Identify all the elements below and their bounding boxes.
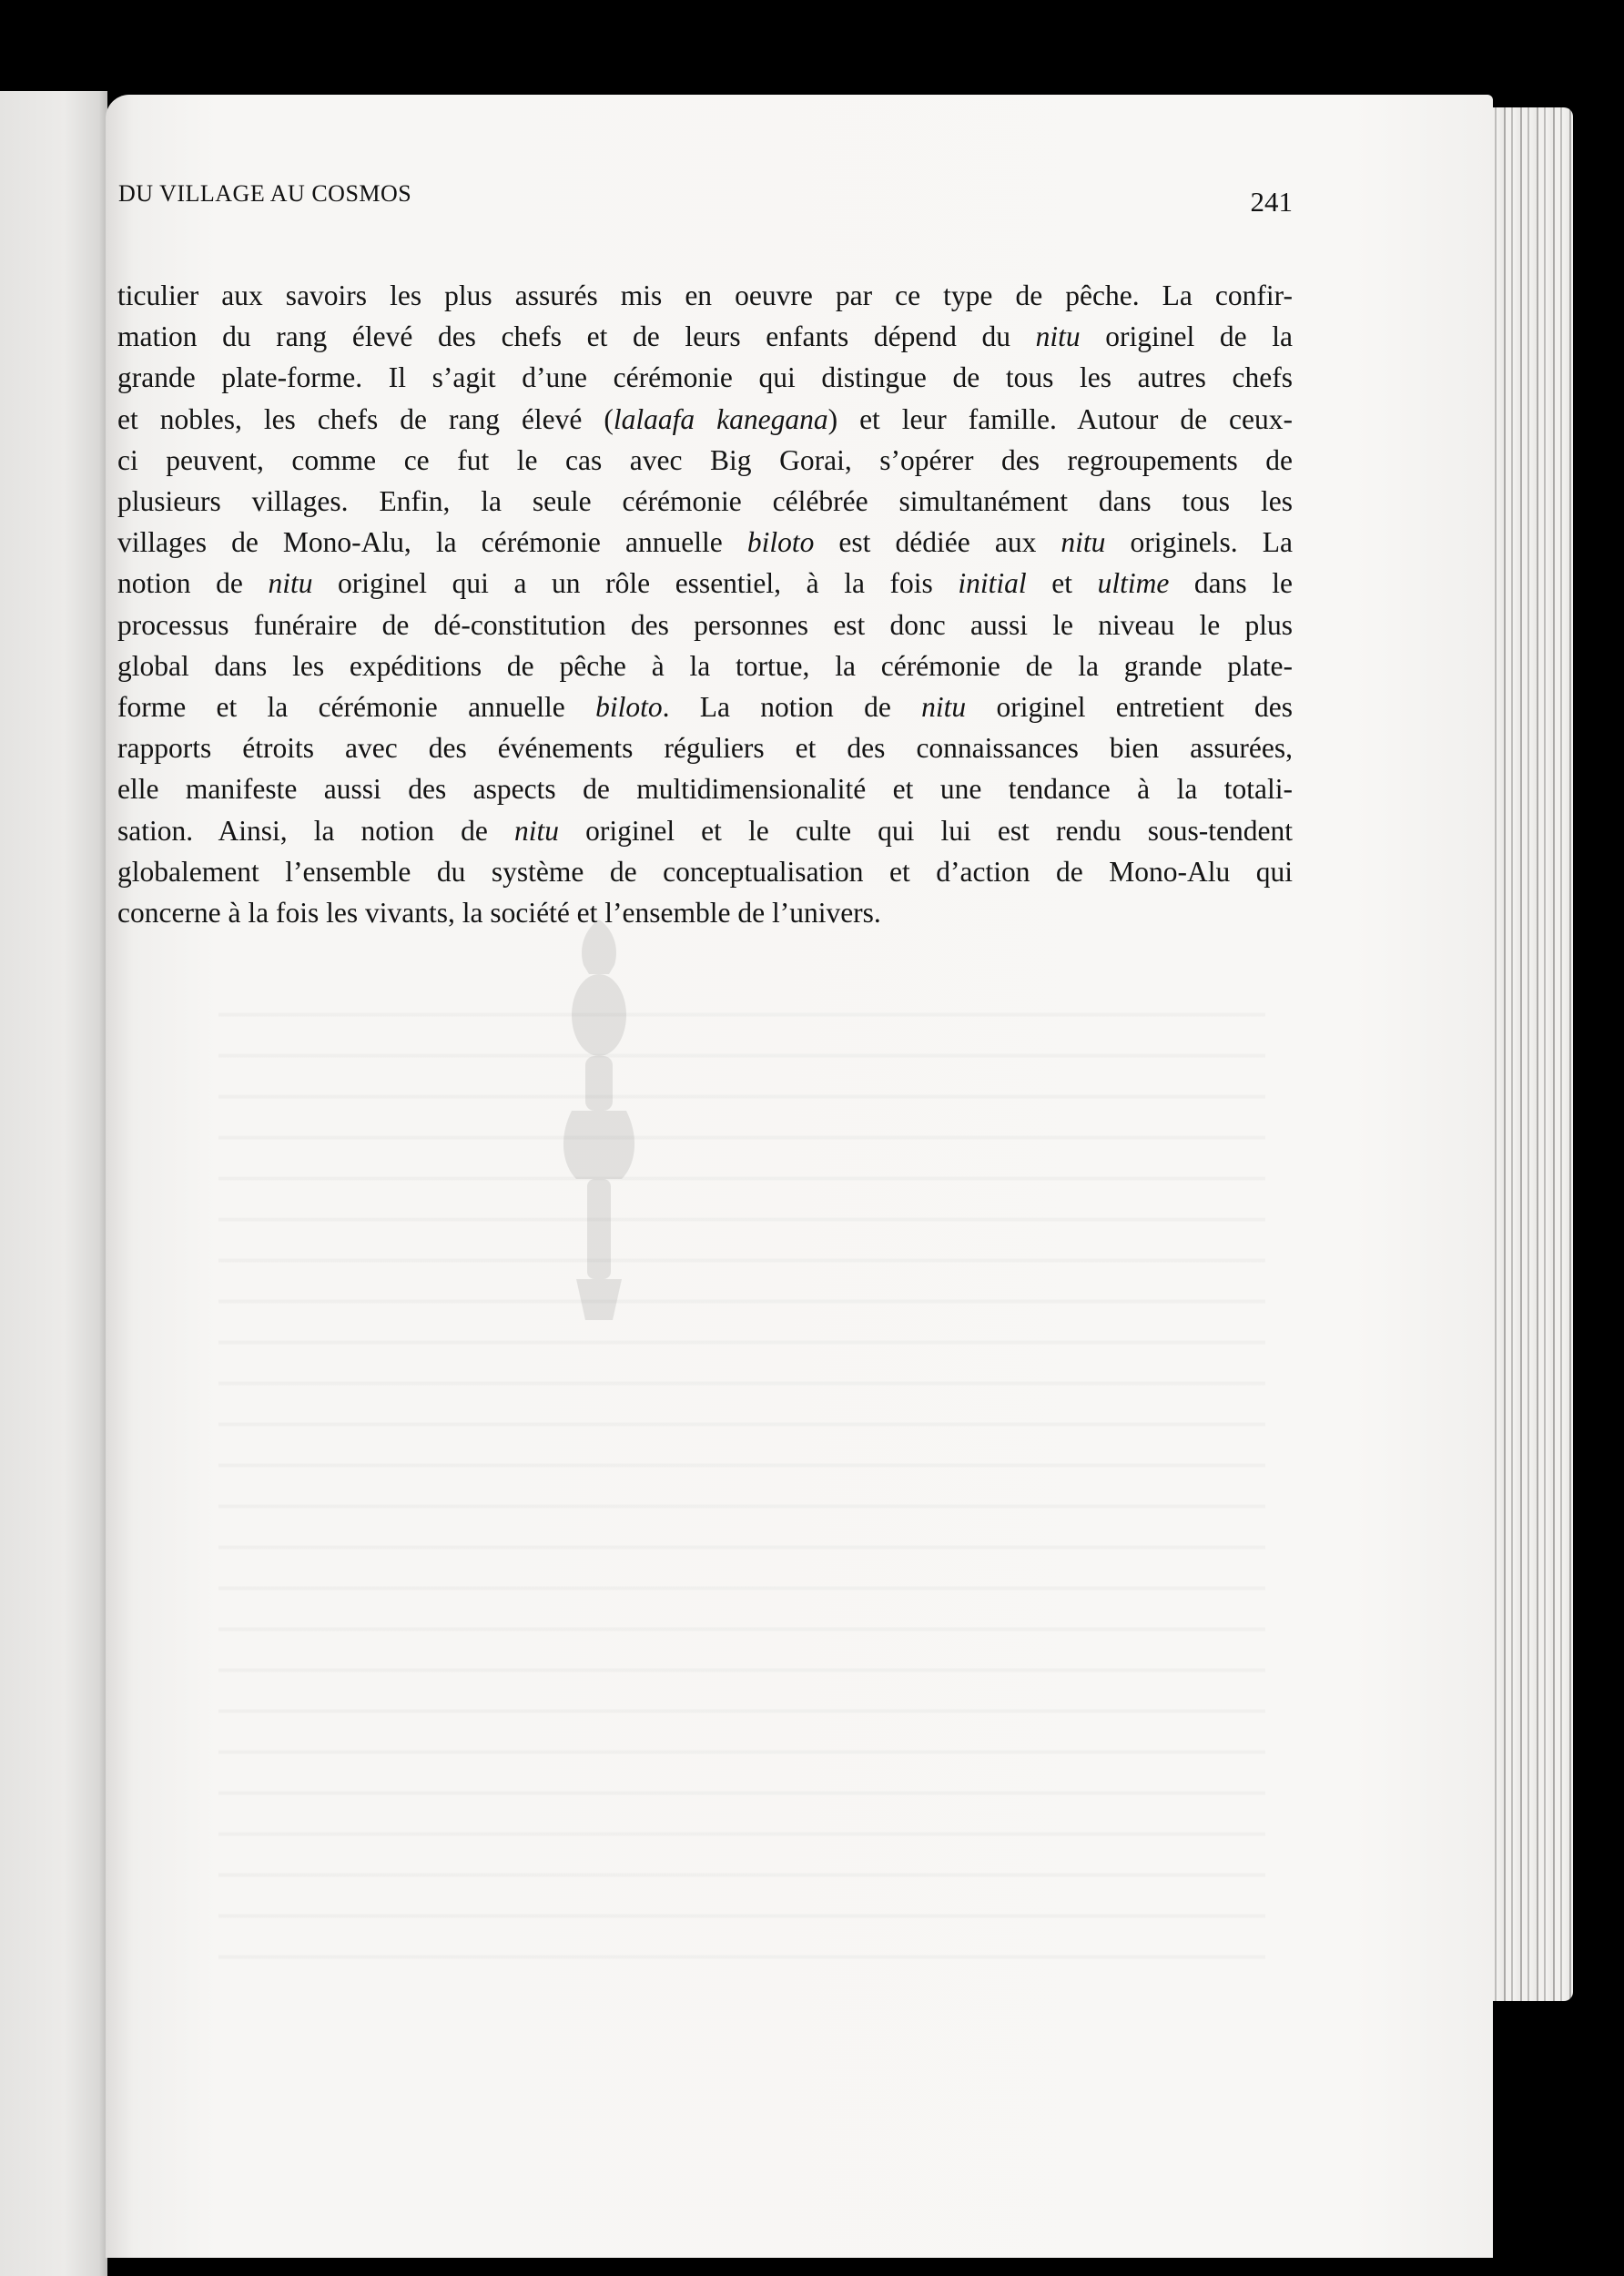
body-paragraph <box>117 275 1293 933</box>
text-run: ) et leur famille. Autour de ceux- <box>827 402 1293 435</box>
show-through-text <box>218 992 1265 1994</box>
text-run: notion de <box>117 567 269 600</box>
italic-term: nitu <box>268 567 313 600</box>
text-run: elle manifeste aussi des aspects de multidimensionalité et une tendance à la totali- <box>117 773 1293 806</box>
show-through-figure-illustration <box>549 920 649 1320</box>
text-line <box>117 563 1293 604</box>
text-line <box>117 810 1293 851</box>
text-line <box>117 727 1293 768</box>
page-number: 241 <box>1250 186 1293 218</box>
text-run: originels. La <box>1105 526 1293 559</box>
facing-page-edge <box>0 91 107 2276</box>
text-run: originel entretient des <box>966 691 1293 724</box>
italic-term: nitu <box>513 814 559 847</box>
text-run: est dédiée aux <box>814 526 1061 559</box>
text-run: . La notion de <box>662 691 922 724</box>
italic-term: lalaafa kanegana <box>613 402 828 435</box>
text-run: originel et le culte qui lui est rendu sous-tendent <box>559 814 1293 847</box>
text-run: ci peuvent, comme ce fut le cas avec Big Gorai, s’opérer des regroupements de <box>117 443 1293 476</box>
italic-term: biloto <box>746 526 815 559</box>
text-run: dans le <box>1169 567 1293 600</box>
running-head <box>118 180 1293 235</box>
running-head-title: DU VILLAGE AU COSMOS <box>118 180 412 207</box>
text-run: villages de Mono-Alu, la cérémonie annuelle <box>117 526 747 559</box>
italic-term: initial <box>958 567 1027 600</box>
text-run: processus funéraire de dé-constitution des personnes est donc aussi le niveau le plus <box>117 608 1293 641</box>
text-line <box>117 768 1293 809</box>
text-run: originel qui a un rôle essentiel, à la fois <box>312 567 959 600</box>
text-run: rapports étroits avec des événements réguliers et des connaissances bien assurées, <box>117 732 1293 765</box>
text-run: sation. Ainsi, la notion de <box>117 814 514 847</box>
text-line <box>117 522 1293 563</box>
text-line <box>117 357 1293 398</box>
italic-term: biloto <box>595 691 663 724</box>
text-run: concerne à la fois les vivants, la société et l’ensemble de l’univers. <box>117 897 881 930</box>
italic-term: nitu <box>1035 320 1081 353</box>
text-line <box>117 275 1293 316</box>
text-run: et <box>1026 567 1098 600</box>
text-run: originel de la <box>1080 320 1293 353</box>
italic-term: ultime <box>1097 567 1170 600</box>
text-run: et nobles, les chefs de rang élevé ( <box>117 402 614 435</box>
text-line <box>117 851 1293 892</box>
text-line <box>117 440 1293 481</box>
text-line <box>117 481 1293 522</box>
text-line <box>117 892 1293 933</box>
text-line <box>117 316 1293 357</box>
text-run: mation du rang élevé des chefs et de leurs enfants dépend du <box>117 320 1036 353</box>
text-run: ticulier aux savoirs les plus assurés mis en oeuvre par ce type de pêche. La confir- <box>117 279 1293 311</box>
italic-term: nitu <box>921 691 967 724</box>
text-line <box>117 645 1293 686</box>
text-line <box>117 605 1293 645</box>
text-run: forme et la cérémonie annuelle <box>117 691 596 724</box>
italic-term: nitu <box>1061 526 1106 559</box>
text-line <box>117 686 1293 727</box>
text-run: global dans les expéditions de pêche à la tortue, la cérémonie de la grande plate- <box>117 649 1293 682</box>
text-run: plusieurs villages. Enfin, la seule cérémonie célébrée simultanément dans tous les <box>117 485 1293 518</box>
text-run: globalement l’ensemble du système de conceptualisation et d’action de Mono-Alu qui <box>117 855 1293 888</box>
text-line <box>117 399 1293 440</box>
text-run: grande plate-forme. Il s’agit d’une cérémonie qui distingue de tous les autres chefs <box>117 361 1293 394</box>
